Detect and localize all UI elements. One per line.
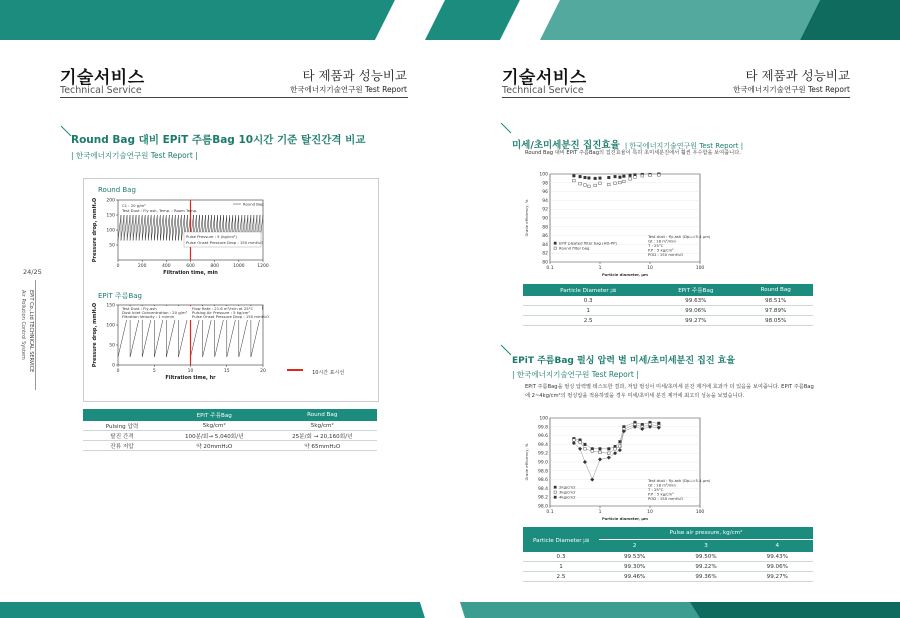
x-tick-label: 600 xyxy=(186,264,195,269)
x-tick-label: 10 xyxy=(647,510,653,515)
y-tick-label: 98.0 xyxy=(537,504,548,510)
chart-info: Pulsing Air Pressure : 5 kg/cm² xyxy=(192,310,250,315)
y-axis-label: Grade efficiency, % xyxy=(524,199,529,237)
table-cell: 0.3 xyxy=(523,552,599,562)
y-tick-label: 96 xyxy=(542,190,548,196)
legend-swatch xyxy=(554,247,556,249)
x-tick-label: 0.1 xyxy=(546,510,554,515)
data-point xyxy=(629,178,632,181)
table-cell: 99.27% xyxy=(742,572,813,582)
y-axis-label: Pressure drop, mmH₂O xyxy=(92,302,98,368)
data-point xyxy=(584,448,587,451)
data-point xyxy=(608,176,611,179)
table-row xyxy=(523,552,813,562)
side-text xyxy=(20,290,40,400)
page-number: 24/25 xyxy=(23,268,42,276)
legend-label: 2kg/cm2 xyxy=(559,484,576,490)
data-point xyxy=(579,182,582,185)
data-point xyxy=(579,175,582,178)
chart-top-label: Round Bag xyxy=(98,186,136,194)
y-tick-label: 98.4 xyxy=(537,486,548,492)
table-header: Round Bag xyxy=(267,409,377,421)
chart-round-bag xyxy=(90,195,270,285)
data-point xyxy=(614,175,617,178)
table-cell: 탈진 간격 xyxy=(83,431,161,441)
table-cell: 99.63% xyxy=(653,296,738,306)
table-row xyxy=(83,441,377,451)
x-axis-label: Filtration time, min xyxy=(163,270,218,276)
x-tick-label: 100 xyxy=(695,266,705,271)
page-subtitle: Technical Service xyxy=(502,85,584,96)
y-tick-label: 98.8 xyxy=(537,469,548,475)
legend-label: Round Bag xyxy=(243,201,264,207)
data-point xyxy=(573,439,576,442)
table-cell: 100분/회→ 5,040회/년 xyxy=(161,431,267,441)
header-right-title: 타 제품과 성능비교 xyxy=(745,68,850,83)
y-tick-label: 0 xyxy=(112,363,115,369)
data-point xyxy=(623,175,626,178)
table-cell: 약 20mmH₂O xyxy=(161,441,267,451)
data-point xyxy=(599,177,602,180)
chart-info: P.P : 5 kg/cm² xyxy=(648,491,674,497)
x-tick-label: 0 xyxy=(116,264,120,269)
table-cell: 0.3 xyxy=(523,296,653,306)
x-tick-label: 5 xyxy=(152,369,156,374)
table-cell: 99.50% xyxy=(670,552,741,562)
y-tick-label: 86 xyxy=(542,234,548,240)
x-tick-label: 10 xyxy=(187,369,194,374)
chart-info: P.P : 5 kg/cm² xyxy=(648,247,674,253)
comparison-table xyxy=(83,409,377,451)
data-point xyxy=(658,422,661,425)
section-title: Round Bag 대비 EPiT 주름Bag 10시간 기준 탈진간격 비교 xyxy=(71,134,366,146)
chart-info: Filtration Velocity : 1 m/min xyxy=(122,314,175,319)
table-header: Particle Diameter ㎛ xyxy=(523,284,653,296)
x-tick-label: 1 xyxy=(598,266,602,271)
table-cell: 99.46% xyxy=(599,572,670,582)
data-point xyxy=(614,448,617,451)
data-point xyxy=(573,174,576,177)
y-tick-label: 100 xyxy=(539,416,548,422)
table-cell: 99.22% xyxy=(670,562,741,572)
y-tick-label: 200 xyxy=(106,198,115,204)
chart-info: POD : 150 mmH₂O xyxy=(648,496,684,501)
data-point xyxy=(599,182,602,185)
table-header: Pulse air pressure, kg/cm² xyxy=(599,527,813,540)
table-cell: 약 65mmH₂O xyxy=(267,441,377,451)
y-tick-label: 98.2 xyxy=(537,495,548,501)
section-slash-icon xyxy=(500,122,512,134)
data-point xyxy=(629,174,632,177)
chart-epit-bag xyxy=(90,300,270,390)
y-tick-label: 100 xyxy=(106,323,115,329)
chart-info: Test dust : fly-ash (Dp₅₀=5.4 μm) xyxy=(648,234,711,239)
side-text-2: EPiT Co.,Ltd TECHNICAL SERVICE xyxy=(28,290,34,373)
table-cell: 98.05% xyxy=(738,316,813,326)
chart-info: Pulse Onset Pressure Drop : 150 mmH₂O xyxy=(186,240,264,245)
table-header xyxy=(83,409,161,421)
legend-swatch xyxy=(554,496,556,498)
x-tick-label: 800 xyxy=(210,264,219,269)
y-tick-label: 100 xyxy=(106,228,115,234)
table-cell: 2.5 xyxy=(523,316,653,326)
y-tick-label: 84 xyxy=(542,242,548,248)
y-axis-label: Grade efficiency, % xyxy=(524,443,529,481)
marker-legend xyxy=(287,359,344,378)
y-tick-label: 150 xyxy=(106,303,115,309)
table-cell: 99.27% xyxy=(653,316,738,326)
table-header-row xyxy=(523,527,813,540)
table-row xyxy=(523,316,813,326)
data-point xyxy=(608,183,611,186)
section1-source: | 한국에너지기술연구원 Test Report | xyxy=(624,142,744,150)
chart-info: T : 25°C xyxy=(648,487,664,492)
y-tick-label: 92 xyxy=(542,207,548,213)
chart-bottom-label: EPiT 주름Bag xyxy=(98,292,142,300)
table-cell: 5kg/cm² xyxy=(267,421,377,431)
chart-info: POD : 150 mmH₂O xyxy=(648,252,684,257)
y-tick-label: 80 xyxy=(542,260,548,266)
table-cell: 99.53% xyxy=(599,552,670,562)
x-axis-label: Particle diameter, μm xyxy=(601,272,649,277)
data-point xyxy=(623,180,626,183)
page-title: 기술서비스 xyxy=(60,68,145,88)
legend-label: Round filter bag xyxy=(559,245,590,251)
data-point xyxy=(588,177,591,180)
efficiency-table xyxy=(523,284,813,326)
table-row xyxy=(523,296,813,306)
y-tick-label: 82 xyxy=(542,251,548,257)
header-rule xyxy=(502,97,850,98)
data-point xyxy=(591,450,594,453)
side-text-1: Air Pollution Control System xyxy=(20,290,26,360)
table-header: 3 xyxy=(670,540,741,553)
section-slash-icon xyxy=(500,344,512,356)
y-tick-label: 50 xyxy=(109,343,115,349)
x-axis-label: Filtration time, hr xyxy=(165,375,216,381)
table-cell: 2.5 xyxy=(523,572,599,582)
y-tick-label: 99.0 xyxy=(537,460,548,466)
table-header: Particle Diameter ㎛ xyxy=(523,527,599,552)
y-tick-label: 98.6 xyxy=(537,478,548,484)
data-point xyxy=(619,176,622,179)
y-axis-label: Pressure drop, mmH₂O xyxy=(92,197,98,263)
data-point xyxy=(584,443,587,446)
legend-swatch xyxy=(554,242,556,244)
data-point xyxy=(649,174,652,177)
data-point xyxy=(573,179,576,182)
x-tick-label: 400 xyxy=(162,264,171,269)
table-row xyxy=(83,431,377,441)
x-tick-label: 0 xyxy=(116,369,120,374)
chart-info: Qt : 18 m³/min xyxy=(648,482,676,488)
chart-info: T : 25°C xyxy=(648,243,664,248)
table-row xyxy=(523,306,813,316)
table-header: EPiT 주름Bag xyxy=(161,409,267,421)
chart-pulse-pressure xyxy=(522,414,752,522)
table-cell: 99.06% xyxy=(742,562,813,572)
y-tick-label: 94 xyxy=(542,198,548,204)
y-tick-label: 90 xyxy=(542,216,548,222)
section1-title: 미세/초미세분진 집진효율 xyxy=(512,140,620,151)
pulse-table xyxy=(523,527,813,582)
legend-label: 3kg/cm2 xyxy=(559,489,576,495)
y-tick-label: 99.2 xyxy=(537,451,548,457)
data-point xyxy=(614,182,617,185)
table-cell: 99.30% xyxy=(599,562,670,572)
header-right-subtitle: 한국에너지기술연구원 Test Report xyxy=(290,85,407,94)
page-title: 기술서비스 xyxy=(502,68,587,88)
legend-label: EPiT pleated filter bag (HD-PP) xyxy=(559,240,617,246)
header-rule xyxy=(60,97,408,98)
chart-grade-efficiency xyxy=(522,170,752,278)
legend-swatch xyxy=(554,491,556,493)
section2-title: EPiT 주름Bag 펄싱 압력 별 미세/초미세분진 집진 효율 xyxy=(512,356,736,366)
table-row xyxy=(523,562,813,572)
data-point xyxy=(658,174,661,177)
chart-info: Pulse Pressure : 5 (kg/cm²) xyxy=(186,234,237,239)
marker-legend-label: 10시간 표시선 xyxy=(312,370,345,376)
table-cell: Pulsing 압력 xyxy=(83,421,161,431)
x-tick-label: 200 xyxy=(137,264,147,269)
data-point xyxy=(584,176,587,179)
table-cell: 잔류 저압 xyxy=(83,441,161,451)
x-tick-label: 1 xyxy=(598,510,602,515)
legend-label: 4kg/cm2 xyxy=(559,494,576,500)
data-point xyxy=(599,448,602,451)
data-point xyxy=(599,451,602,454)
table-cell: 5kg/cm² xyxy=(161,421,267,431)
table-header: 2 xyxy=(599,540,670,553)
marker-legend-swatch xyxy=(287,369,303,371)
data-point xyxy=(594,177,597,180)
table-cell: 99.43% xyxy=(742,552,813,562)
chart-info: Qt : 18 m³/min xyxy=(648,238,676,244)
table-cell: 1 xyxy=(523,306,653,316)
chart-info: C1 : 20 g/m³ xyxy=(122,203,146,208)
table-cell: 99.36% xyxy=(670,572,741,582)
chart-info: Flow Rate : 21.6 m³/min at 25°C xyxy=(192,306,254,311)
y-tick-label: 98 xyxy=(542,181,548,187)
x-tick-label: 0.1 xyxy=(546,266,554,271)
table-row xyxy=(523,572,813,582)
chart-info: Test dust : fly-ash (Dp₅₀=5.4 μm) xyxy=(648,478,711,483)
x-tick-label: 15 xyxy=(223,369,230,374)
legend-swatch xyxy=(554,486,556,488)
table-cell: 99.06% xyxy=(653,306,738,316)
section1-text: Round Bag 대비 EPiT 주름Bag의 집진효율이 특히 초미세분진에서 훨씬 우수함을 보여줍니다. xyxy=(525,150,741,156)
x-axis-label: Particle diameter, μm xyxy=(601,516,649,521)
y-tick-label: 99.4 xyxy=(537,442,548,448)
table-cell: 98.51% xyxy=(738,296,813,306)
table-row xyxy=(83,421,377,431)
table-cell: 1 xyxy=(523,562,599,572)
y-tick-label: 99.8 xyxy=(537,425,548,431)
table-header: EPiT 주름Bag xyxy=(653,284,738,296)
x-tick-label: 100 xyxy=(695,510,705,515)
data-point xyxy=(608,448,611,451)
x-tick-label: 1000 xyxy=(233,264,245,269)
y-tick-label: 100 xyxy=(539,172,548,178)
table-cell: 25분/회 → 20,160회/년 xyxy=(267,431,377,441)
y-tick-label: 88 xyxy=(542,225,548,231)
chart-info: Test Dust : Fly ash, Temp. : Room Temp. xyxy=(122,208,198,213)
table-cell: 97.89% xyxy=(738,306,813,316)
y-tick-label: 99.6 xyxy=(537,434,548,440)
x-tick-label: 10 xyxy=(647,266,653,271)
right-page xyxy=(450,0,900,618)
table-header-row xyxy=(83,409,377,421)
data-point xyxy=(579,441,582,444)
header-right-title: 타 제품과 성능비교 xyxy=(302,68,407,83)
data-point xyxy=(588,185,591,188)
y-tick-label: 150 xyxy=(106,213,115,219)
data-point xyxy=(584,184,587,187)
table-header-row xyxy=(523,284,813,296)
table-header: Round Bag xyxy=(738,284,813,296)
header-right-subtitle: 한국에너지기술연구원 Test Report xyxy=(733,85,850,94)
section2-source: | 한국에너지기술연구원 Test Report | xyxy=(512,370,639,379)
chart-info: Test Dust : Fly-ash xyxy=(122,306,157,311)
y-tick-label: 50 xyxy=(109,243,115,249)
data-point xyxy=(594,184,597,187)
data-point xyxy=(641,174,644,177)
table-header: 4 xyxy=(742,540,813,553)
chart-info: Dust Inlet Concentration : 20 g/m³ xyxy=(122,310,188,315)
x-tick-label: 1200 xyxy=(257,264,269,269)
section-source: | 한국에너지기술연구원 Test Report | xyxy=(71,151,198,160)
data-point xyxy=(634,176,637,179)
data-point xyxy=(608,452,611,455)
section2-text: EPiT 주름Bag을 펄싱 압력별 테스트한 결과, 저압 펄싱이 미세/초미세 분진 제거에 효과가 더 있음을 보여줍니다. EPiT 주름Bag에 2~4kg/cm²의 펄싱압을 적용하였을 경우 미세/초미세 분진 제거에 최고의 성능을 보였습니다. xyxy=(525,384,814,399)
chart-info: Pulse Onset Pressure Drop : 150 mmH₂O xyxy=(192,314,270,319)
page-subtitle: Technical Service xyxy=(60,85,142,96)
data-point xyxy=(619,181,622,184)
x-tick-label: 20 xyxy=(260,369,266,374)
